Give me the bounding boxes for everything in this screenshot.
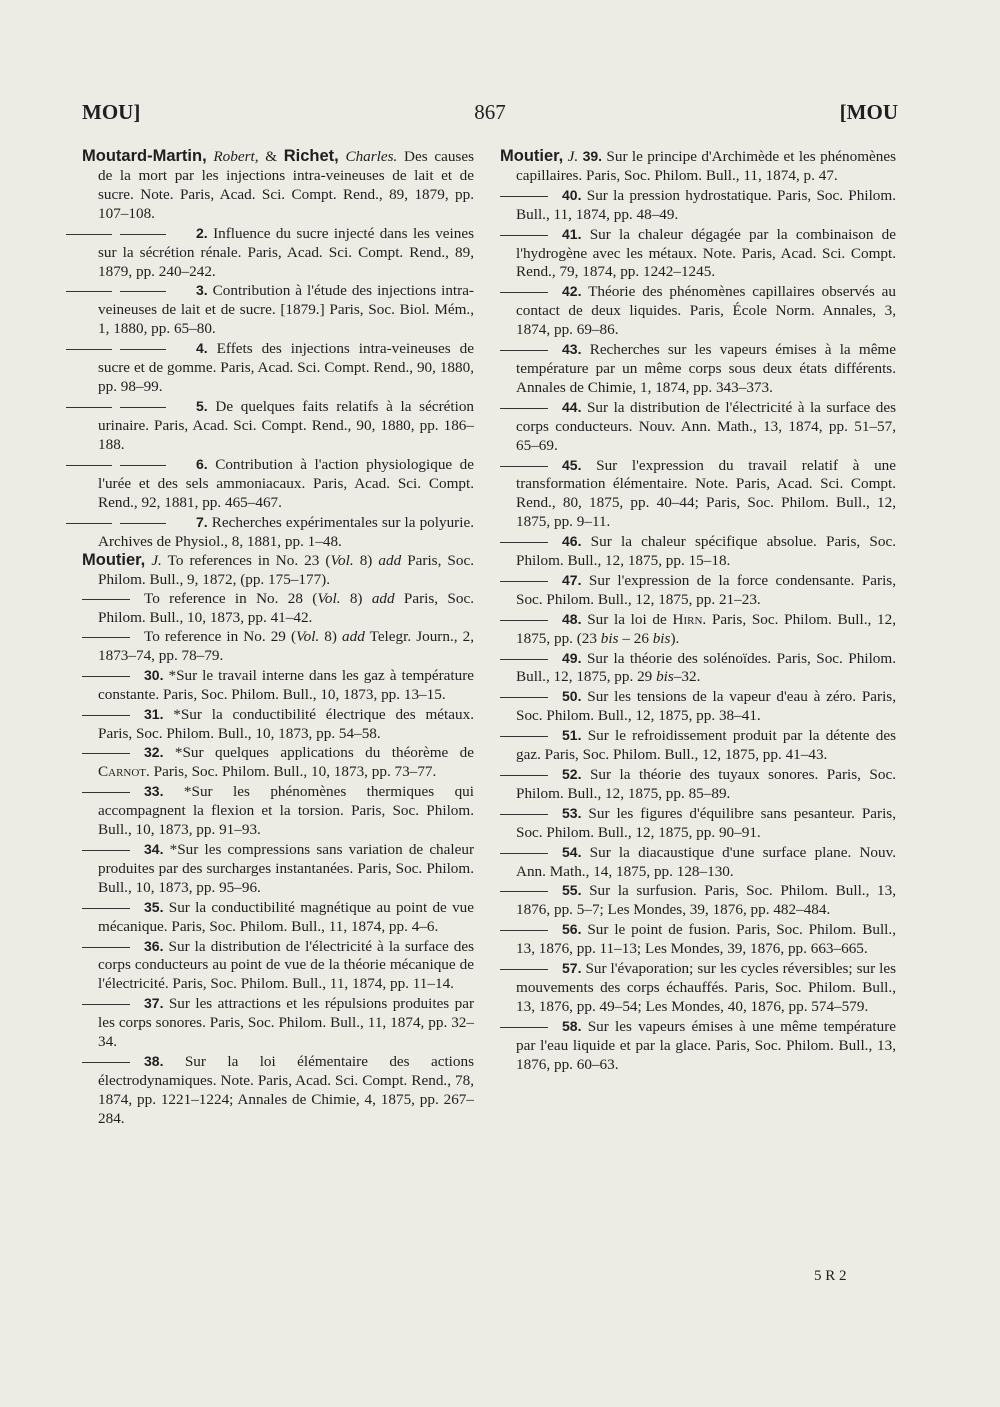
repeat-dash bbox=[500, 620, 548, 621]
bibliography-entry bbox=[500, 920, 896, 959]
running-header bbox=[82, 100, 898, 130]
repeat-dash bbox=[82, 1062, 130, 1063]
entry-text: Sur la diacaustique d'une surface plane. Nouv. Ann. Math., 14, 1875, pp. 128–130. bbox=[516, 843, 897, 880]
entry-text: Telegr. Journ., 2, 1873–74, pp. 78–79. bbox=[98, 628, 474, 664]
bibliography-entry bbox=[500, 225, 896, 283]
bibliography-entry bbox=[82, 782, 474, 840]
entry-number: 39. bbox=[582, 148, 603, 164]
entry-number: 2. bbox=[196, 224, 208, 241]
entry-text: Sur les vapeurs émises à une même température par l'eau liquide et par la glace. Paris, Soc. Philom. Bull., 13, 1876, pp. 60–63. bbox=[516, 1017, 896, 1073]
small-caps-name: Hirn. bbox=[672, 610, 707, 628]
entry-number: 33. bbox=[144, 783, 164, 800]
bibliography-entry bbox=[82, 666, 474, 705]
entry-number: 44. bbox=[562, 398, 582, 415]
bibliography-entry bbox=[82, 1052, 474, 1129]
entry-text: Sur la conductibilité magnétique au point de vue mécanique. Paris, Soc. Philom. Bull., 11, 1874, pp. 4–6. bbox=[98, 898, 474, 935]
entry-number: 47. bbox=[562, 571, 582, 588]
entry-number: 54. bbox=[562, 843, 582, 860]
entry-text: Sur la chaleur spécifique absolue. Paris, Soc. Philom. Bull., 12, 1875, pp. 15–18. bbox=[516, 533, 896, 570]
entry-number: 57. bbox=[562, 960, 582, 977]
entry-text: *Sur quelques applications du théorème de bbox=[174, 744, 474, 762]
small-caps-name: Carnot. bbox=[98, 763, 150, 781]
entry-number: 56. bbox=[562, 921, 582, 938]
repeat-dash bbox=[500, 891, 548, 892]
italic-text: add bbox=[378, 552, 402, 570]
entry-text: Sur le point de fusion. Paris, Soc. Philom. Bull., 13, 1876, pp. 11–13; Les Mondes, 39, 1876, pp. 663–665. bbox=[516, 921, 896, 958]
bibliography-entry bbox=[82, 705, 474, 744]
bibliography-entry bbox=[82, 937, 474, 995]
repeat-dash bbox=[500, 196, 548, 197]
italic-text: Vol. bbox=[317, 590, 341, 608]
entry-number: 43. bbox=[562, 341, 582, 358]
repeat-dash bbox=[500, 542, 548, 543]
bibliography-entry bbox=[500, 398, 896, 456]
entry-text: De quelques faits relatifs à la sécrétion urinaire. Paris, Acad. Sci. Compt. Rend., 90, 1880, pp. 186–188. bbox=[98, 397, 475, 453]
entry-number: 50. bbox=[562, 688, 582, 705]
entry-number: 31. bbox=[144, 705, 164, 722]
bibliography-entry bbox=[500, 649, 896, 688]
signature-mark: 5 R 2 bbox=[814, 1268, 847, 1284]
entry-number: 6. bbox=[196, 455, 208, 472]
author-name: Moutier, bbox=[500, 147, 564, 165]
bibliography-entry bbox=[82, 840, 474, 898]
italic-text: add bbox=[371, 590, 395, 608]
entry-text: 8) bbox=[340, 590, 372, 608]
header-right-catchword: [MOU bbox=[839, 100, 898, 124]
entry-text: Sur la loi de bbox=[587, 610, 673, 628]
entry-number: 41. bbox=[562, 225, 582, 242]
repeat-double-dash bbox=[82, 282, 182, 301]
italic-text: Charles. bbox=[345, 148, 398, 165]
entry-text: To reference in No. 28 ( bbox=[144, 590, 318, 608]
bibliography-entry bbox=[500, 282, 896, 340]
entry-number: 45. bbox=[562, 456, 582, 473]
entry-number: 35. bbox=[144, 898, 164, 915]
entry-number: 32. bbox=[144, 744, 164, 761]
entry-number: 37. bbox=[144, 995, 164, 1012]
bibliography-entry bbox=[500, 959, 896, 1017]
entry-text: 8) bbox=[353, 552, 379, 570]
repeat-dash bbox=[82, 676, 130, 677]
repeat-dash bbox=[500, 969, 548, 970]
repeat-dash bbox=[500, 466, 548, 467]
bibliography-entry bbox=[82, 397, 474, 455]
repeat-double-dash bbox=[82, 456, 182, 475]
italic-text: Robert, bbox=[213, 148, 259, 165]
entry-text: Paris, Soc. Philom. Bull., 10, 1873, pp. 73–77. bbox=[149, 763, 437, 781]
repeat-dash bbox=[500, 814, 548, 815]
entry-number: 34. bbox=[144, 841, 164, 857]
entry-number: 55. bbox=[562, 882, 582, 899]
repeat-double-dash bbox=[82, 340, 182, 359]
entry-number: 51. bbox=[562, 727, 582, 744]
italic-text: bis bbox=[656, 668, 674, 686]
entry-text: Sur l'expression de la force condensante. Paris, Soc. Philom. Bull., 12, 1875, pp. 21–23. bbox=[516, 571, 897, 608]
bibliography-entry bbox=[82, 224, 474, 282]
repeat-dash bbox=[500, 930, 548, 931]
entry-text: Sur la surfusion. Paris, Soc. Philom. Bull., 13, 1876, pp. 5–7; Les Mondes, 39, 1876, pp. 482–484. bbox=[516, 882, 897, 919]
repeat-double-dash bbox=[82, 225, 182, 244]
entry-text: Sur la distribution de l'électricité à la surface des corps conducteurs au point de vue de la théorie mécanique de l'électricité. Paris, Soc. Philom. Bull., 11, 1874, pp. 11–14. bbox=[98, 937, 474, 993]
italic-text: bis bbox=[652, 629, 671, 647]
entry-number: 7. bbox=[196, 513, 208, 530]
repeat-dash bbox=[82, 850, 130, 851]
entry-text: *Sur les compressions sans variation de chaleur produites par des surcharges instantanées. Paris, Soc. Philom. Bull., 10, 1873, pp. 95–96. bbox=[98, 841, 475, 896]
bibliography-entry bbox=[500, 687, 896, 726]
repeat-dash bbox=[500, 292, 548, 293]
author-name: Richet, bbox=[283, 147, 339, 165]
repeat-double-dash bbox=[82, 514, 182, 533]
entry-number: 36. bbox=[144, 937, 164, 954]
entry-text: *Sur les phénomènes thermiques qui accompagnent la flexion et la torsion. Paris, Soc. Philom. Bull., 10, 1873, pp. 91–93. bbox=[98, 783, 474, 839]
entry-number: 4. bbox=[196, 340, 208, 357]
entry-text: To references in No. 23 ( bbox=[161, 552, 331, 570]
repeat-dash bbox=[82, 1004, 130, 1005]
bibliography-entry bbox=[500, 726, 896, 765]
italic-text: bis bbox=[600, 629, 619, 647]
entry-number: 52. bbox=[562, 766, 582, 782]
entry-text: Influence du sucre injecté dans les veines sur la sécrétion rénale. Paris, Acad. Sci. Compt. Rend., 89, 1879, pp. 240–242. bbox=[98, 224, 475, 280]
repeat-dash bbox=[500, 581, 548, 582]
entry-number: 49. bbox=[562, 649, 582, 666]
entry-number: 46. bbox=[562, 533, 582, 550]
italic-text: Vol. bbox=[296, 628, 320, 646]
entry-text: Recherches sur les vapeurs émises à la même température par un même corps sous deux états différents. Annales de Chimie, 1, 1874, pp. 343–373. bbox=[516, 341, 896, 396]
repeat-dash bbox=[500, 235, 548, 236]
bibliography-entry bbox=[82, 628, 474, 666]
entry-number: 58. bbox=[562, 1017, 582, 1034]
repeat-dash bbox=[500, 659, 548, 660]
repeat-dash bbox=[82, 637, 130, 638]
entry-text: *Sur le travail interne dans les gaz à température constante. Paris, Soc. Philom. Bull., 10, 1873, pp. 13–15. bbox=[98, 666, 475, 703]
entry-number: 42. bbox=[562, 283, 582, 300]
bibliography-entry bbox=[500, 765, 896, 804]
header-left-catchword: MOU] bbox=[82, 100, 141, 124]
entry-text: Contribution à l'action physiologique de l'urée et des sels ammoniacaux. Paris, Acad. Sci. Compt. Rend., 92, 1881, pp. 465–467. bbox=[98, 455, 474, 511]
bibliography-entry bbox=[500, 804, 896, 843]
repeat-dash bbox=[500, 736, 548, 737]
bibliography-entry bbox=[500, 610, 896, 649]
entry-text: Paris, Soc. Philom. Bull., 10, 1873, pp. 41–42. bbox=[98, 590, 475, 627]
entry-number: 5. bbox=[196, 397, 208, 414]
bibliography-entry bbox=[500, 147, 896, 186]
entry-text: Sur l'évaporation; sur les cycles réversibles; sur les mouvements des corps échauffés. Paris, Soc. Philom. Bull., 13, 1876, pp. 49–54; Les Mondes, 40, 1876, pp. 574–579. bbox=[516, 960, 896, 1015]
entry-text: Sur les attractions et les répulsions produites par les corps sonores. Paris, Soc. Philom. Bull., 11, 1874, pp. 32–34. bbox=[98, 995, 474, 1051]
italic-text: Vol. bbox=[330, 552, 354, 570]
bibliography-entry bbox=[500, 1017, 896, 1075]
entry-number: 3. bbox=[196, 282, 208, 299]
entry-text: Sur la théorie des tuyaux sonores. Paris, Soc. Philom. Bull., 12, 1875, pp. 85–89. bbox=[516, 766, 897, 802]
bibliography-entry bbox=[82, 513, 474, 552]
entry-text: To reference in No. 29 ( bbox=[144, 628, 297, 646]
entry-number: 53. bbox=[562, 804, 582, 821]
bibliography-entry bbox=[82, 898, 474, 937]
bibliography-entry bbox=[500, 340, 896, 398]
bibliography-entry bbox=[82, 994, 474, 1052]
entry-text: Sur la théorie des solénoïdes. Paris, Soc. Philom. Bull., 12, 1875, pp. 29 bbox=[516, 649, 896, 686]
entry-text: Des causes de la mort par les injections intra-veineuses de lait et de sucre. Note. Paris, Acad. Sci. Compt. Rend., 89, 1879, pp. 107–108. bbox=[98, 148, 474, 222]
entry-text: –32. bbox=[673, 668, 701, 686]
repeat-dash bbox=[500, 775, 548, 776]
entry-text: Effets des injections intra-veineuses de sucre et de gomme. Paris, Acad. Sci. Compt. Rend., 90, 1880, pp. 98–99. bbox=[98, 340, 474, 396]
right-column bbox=[500, 147, 896, 1075]
entry-text: ). bbox=[670, 629, 680, 647]
repeat-dash bbox=[82, 947, 130, 948]
bibliography-entry bbox=[500, 186, 896, 225]
repeat-dash bbox=[82, 715, 130, 716]
entry-text: Paris, Soc. Philom. Bull., 12, 1875, pp. (23 bbox=[516, 610, 896, 647]
entry-text: Sur la chaleur dégagée par la combinaison de l'hydrogène avec les métaux. Note. Paris, Acad. Sci. Compt. Rend., 79, 1874, pp. 1242–1245. bbox=[516, 225, 896, 281]
author-name: Moutard-Martin, bbox=[82, 147, 207, 165]
italic-text: J. bbox=[567, 148, 579, 165]
bibliography-entry bbox=[500, 532, 896, 571]
entry-text: Sur la pression hydrostatique. Paris, Soc. Philom. Bull., 11, 1874, pp. 48–49. bbox=[516, 186, 896, 223]
entry-number: 30. bbox=[144, 666, 164, 683]
entry-text: Sur les tensions de la vapeur d'eau à zéro. Paris, Soc. Philom. Bull., 12, 1875, pp. 38–41. bbox=[516, 688, 896, 725]
bibliography-entry bbox=[500, 843, 896, 882]
bibliography-entry bbox=[500, 456, 896, 533]
entry-text: *Sur la conductibilité électrique des métaux. Paris, Soc. Philom. Bull., 10, 1873, pp. 54–58. bbox=[98, 705, 474, 742]
entry-text: Paris, Soc. Philom. Bull., 9, 1872, (pp. 175–177). bbox=[98, 552, 475, 589]
repeat-dash bbox=[82, 908, 130, 909]
repeat-dash bbox=[500, 853, 548, 854]
repeat-dash bbox=[500, 350, 548, 351]
bibliography-entry bbox=[500, 881, 896, 920]
entry-text: Sur les figures d'équilibre sans pesanteur. Paris, Soc. Philom. Bull., 12, 1875, pp. 90–91. bbox=[516, 804, 897, 841]
bibliography-entry bbox=[82, 147, 474, 224]
entry-number: 48. bbox=[562, 610, 582, 627]
bibliography-entry bbox=[82, 743, 474, 782]
italic-text: J. bbox=[151, 552, 162, 570]
entry-text: Sur le principe d'Archimède et les phénomènes capillaires. Paris, Soc. Philom. Bull., 11, 1874, p. 47. bbox=[516, 148, 896, 184]
bibliography-entry bbox=[500, 571, 896, 610]
entry-text: Sur la loi élémentaire des actions électrodynamiques. Note. Paris, Acad. Sci. Compt. Rend., 78, 1874, pp. 1221–1224; Annales de Chimie, 4, 1875, pp. 267–284. bbox=[98, 1052, 474, 1127]
entry-text: 8) bbox=[319, 628, 343, 646]
bibliography-entry bbox=[82, 281, 474, 339]
entry-text: Sur le refroidissement produit par la détente des gaz. Paris, Soc. Philom. Bull., 12, 1875, pp. 41–43. bbox=[516, 727, 896, 764]
author-name: Moutier, bbox=[82, 551, 146, 570]
entry-text: Recherches expérimentales sur la polyurie. Archives de Physiol., 8, 1881, pp. 1–48. bbox=[98, 513, 474, 550]
left-column bbox=[82, 147, 474, 1129]
bibliography-entry bbox=[82, 339, 474, 397]
page-number: 867 bbox=[474, 100, 506, 124]
entry-text: Contribution à l'étude des injections intra-veineuses de lait et de sucre. [1879.] Paris, Soc. Biol. Mém., 1, 1880, pp. 65–80. bbox=[98, 282, 474, 338]
repeat-dash bbox=[500, 408, 548, 409]
repeat-dash bbox=[82, 792, 130, 793]
entry-text: Théorie des phénomènes capillaires observés au contact de deux liquides. Paris, École Norm. Annales, 3, 1874, pp. 69–86. bbox=[516, 283, 896, 339]
repeat-dash bbox=[82, 599, 130, 600]
entry-text: – 26 bbox=[618, 629, 653, 647]
italic-text: add bbox=[342, 628, 365, 646]
repeat-dash bbox=[500, 1027, 548, 1028]
entry-number: 38. bbox=[144, 1052, 164, 1069]
repeat-dash bbox=[82, 753, 130, 754]
repeat-dash bbox=[500, 697, 548, 698]
bibliography-entry bbox=[82, 551, 474, 590]
entry-text: Sur la distribution de l'électricité à la surface des corps conducteurs. Nouv. Ann. Math., 13, 1874, pp. 51–57, 65–69. bbox=[516, 398, 896, 454]
bibliography-entry bbox=[82, 455, 474, 513]
repeat-double-dash bbox=[82, 398, 182, 417]
entry-text: & bbox=[258, 148, 284, 165]
bibliography-entry bbox=[82, 590, 474, 628]
entry-number: 40. bbox=[562, 186, 582, 203]
entry-text: Sur l'expression du travail relatif à une transformation élémentaire. Note. Paris, Acad. Sci. Compt. Rend., 80, 1875, pp. 40–44; Paris, Soc. Philom. Bull., 12, 1875, pp. 9–11. bbox=[516, 456, 897, 531]
